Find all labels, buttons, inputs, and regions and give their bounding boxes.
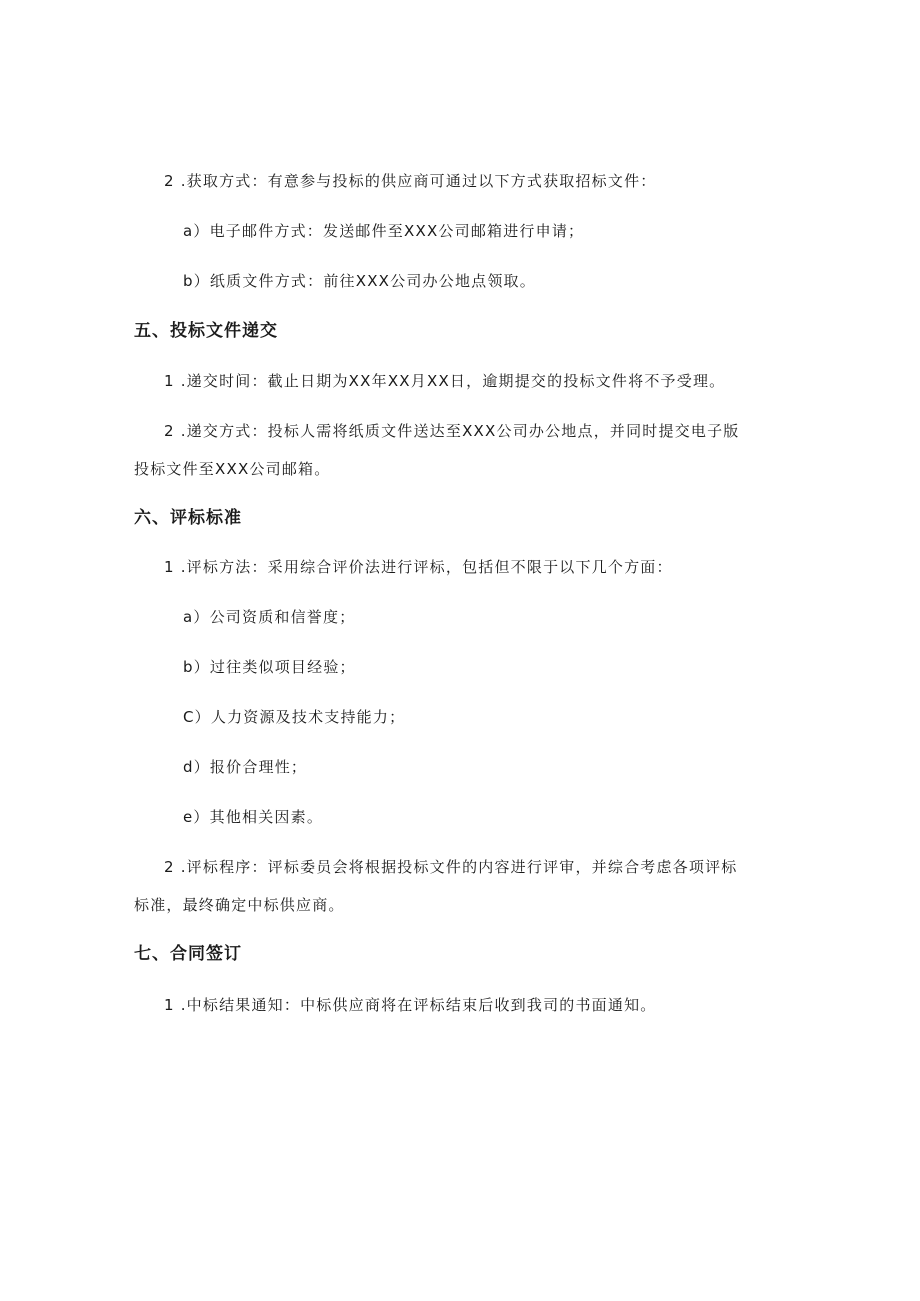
list-item-paper-method: b）纸质文件方式：前往XXX公司办公地点领取。 [183,272,536,290]
paragraph-evaluation-method: 1 .评标方法：采用综合评价法进行评标，包括但不限于以下几个方面： [164,558,673,576]
paragraph-submission-method: 2 .递交方式：投标人需将纸质文件送达至XXX公司办公地点，并同时提交电子版 [164,422,740,440]
list-item-email-method: a）电子邮件方式：发送邮件至XXX公司邮箱进行申请； [183,222,585,240]
list-item-qualification: a）公司资质和信誉度； [183,608,356,626]
paragraph-evaluation-procedure: 2 .评标程序：评标委员会将根据投标文件的内容进行评审，并综合考虑各项评标 [164,858,738,876]
list-item-experience: b）过往类似项目经验； [183,658,356,676]
heading-contract-signing: 七、合同签订 [134,944,242,964]
list-item-other-factors: e）其他相关因素。 [183,808,324,826]
heading-evaluation-criteria: 六、评标标准 [134,508,242,528]
paragraph-submission-time: 1 .递交时间：截止日期为XX年XX月XX日，逾期提交的投标文件将不予受理。 [164,372,726,390]
paragraph-award-notification: 1 .中标结果通知：中标供应商将在评标结束后收到我司的书面通知。 [164,996,657,1014]
list-item-human-resources: C）人力资源及技术支持能力； [183,708,406,726]
paragraph-acquisition-method: 2 .获取方式：有意参与投标的供应商可通过以下方式获取招标文件： [164,172,657,190]
list-item-price: d）报价合理性； [183,758,308,776]
paragraph-evaluation-procedure-cont: 标准，最终确定中标供应商。 [134,896,345,914]
paragraph-submission-method-cont: 投标文件至XXX公司邮箱。 [134,460,331,478]
heading-bid-submission: 五、投标文件递交 [134,321,278,341]
